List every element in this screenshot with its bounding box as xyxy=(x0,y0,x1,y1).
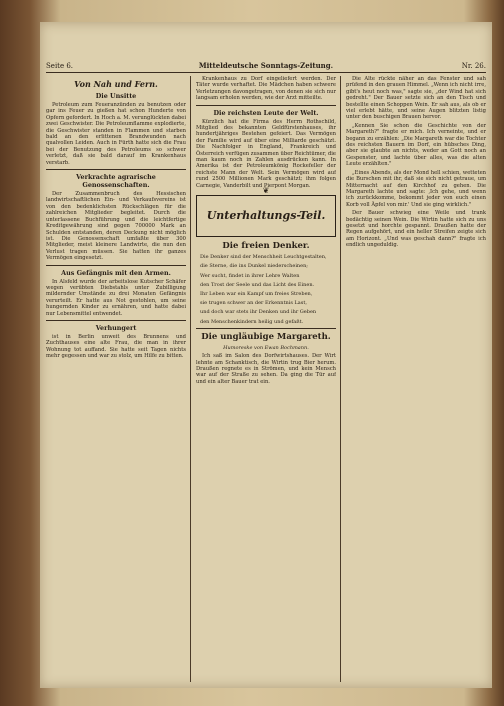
poem-line: den Trost der Seele und das Licht des Einen. xyxy=(200,281,315,288)
story-text: „Eines Abends, als der Mond hell schien, wetteten die Burschen mit ihr, daß sie sich nicht getraue, um Mitternacht auf den Kirchhof zu gehen. Die Margareth lachte und sagte: ‚Ich gehe, und wenn ich zurückkomme, bekommt jeder von euch einen Korb voll Äpfel von mir.' Und sie ging wirklich." xyxy=(346,169,486,208)
article-text: In Alsfeld wurde der arbeitslose Kutscher Schäfer wegen verübten Diebstahls unter Zubilligung mildernder Umstände zu drei Monaten Gefängnis verurteilt. Er hatte aus Not gestohlen, um seine hungernden Kinder zu ernähren, und hatte dabei nur Lebensmittel entwendet. xyxy=(46,278,186,317)
banner-title: Unterhaltungs-Teil. xyxy=(206,208,326,222)
newspaper-page xyxy=(40,22,492,688)
article-title: Die reichsten Leute der Welt. xyxy=(213,108,319,117)
article-text: ist in Berlin unweit des Brunnens und Zuchthauses eine alte Frau, die man in ihrer Wohnung tot auffand. Sie hatte seit Tagen nichts mehr gegessen und war zu stolz, um Hilfe zu bitten. xyxy=(46,333,186,360)
divider xyxy=(46,320,186,321)
column-divider xyxy=(340,76,341,682)
divider xyxy=(46,265,186,266)
story-text: „Kennen Sie schon die Geschichte von der Margareth?" fragte er mich. Ich verneinte, und er begann zu erzählen: „Die Margareth war die Tochter des reichsten Bauern im Dorf, ein hübsches Ding, aber sie glaubte an nichts, weder an Gott noch an Gespenster, und lachte über alles, was die alten Leute erzählten." xyxy=(346,122,486,168)
poem-line: und doch war stets ihr Denken und ihr Geben xyxy=(200,309,317,316)
article-text: Krankenhaus zu Dorf eingeliefert werden. Der Täter wurde verhaftet. Die Mädchen haben schwere Verletzungen davongetragen, von denen sie sich nur langsam erholen werden, wie der Arzt mitteilte. xyxy=(196,76,336,102)
column-left xyxy=(46,76,186,684)
story-text: Ich saß im Salon des Dorfwirtshauses. Der Wirt lehnte am Schanktisch, die Wirtin trug Bier herum. Draußen regnete es in Strömen, und kein Mensch war auf der Straße zu sehen. Da ging die Tür auf und ein alter Bauer trat ein. xyxy=(196,353,336,385)
poem-title: Die freien Denker. xyxy=(222,241,310,252)
poem-line: Wer sucht, findet in ihrer Lehre Walten xyxy=(200,272,300,279)
issue-number: Nr. 26. xyxy=(461,62,486,70)
poem xyxy=(196,254,336,325)
story-subtitle: Humoreske von Ewan Bochmann. xyxy=(223,344,309,351)
newspaper-title: Mitteldeutsche Sonntags-Zeitung. xyxy=(198,61,334,70)
poem-line: den Menschenkindern heilig und gefaßt. xyxy=(200,318,304,325)
story-text: Die Alte rückte näher an das Fenster und sah prüfend in den grauen Himmel. „Wenn ich nicht irre, gibt's heut noch was," sagte sie, „der Wind hat sich gedreht." Der Bauer setzte sich an den Tisch und bestellte einen Schoppen Wein. Er sah aus, als ob er viel erlebt hätte, und seine Augen blitzten listig unter den buschigen Brauen hervor. xyxy=(346,76,486,121)
poem-line: die Sterne, die ins Dunkel niederscheinen; xyxy=(200,263,308,270)
column-right xyxy=(346,76,486,684)
column-middle xyxy=(196,76,336,684)
story-title: Die ungläubige Margareth. xyxy=(201,331,331,342)
article-title: Verhungert xyxy=(95,323,137,332)
story-text: Der Bauer schwieg eine Weile und trank bedächtig seinen Wein. Die Wirtin hatte sich zu uns gesetzt und horchte gespannt. Draußen hatte der Regen aufgehört, und ein heller Streifen zeigte sich am Horizont. „Und was geschah dann?" fragte ich endlich ungeduldig. xyxy=(346,210,486,249)
article-text: Kürzlich hat die Firma des Herrn Rothschild, Mitglied des bekannten Geldfürstenhauses, ihr hundertjähriges Bestehen gefeiert. Das Vermögen der Familie wird auf über eine Milliarde geschätzt. Die Nachfolger in England, Frankreich und Österreich verfügen zusammen über Reichtümer, die man kaum noch in Zahlen ausdrücken kann. In Amerika ist der Petroleumkönig Rockefeller der reichste Mann der Welt. Sein Vermögen wird auf rund 2500 Millionen Mark geschätzt; ihm folgen Carnegie, Vanderbilt und Pierpont Morgan. xyxy=(196,118,336,189)
poem-line: Ihr Leben war ein Kampf um freies Streben, xyxy=(200,290,313,297)
poem-line: Die Denker sind der Menschheit Leuchtgestalten, xyxy=(200,254,327,261)
article-title: Verkrachte agrarische Genossenschaften. xyxy=(76,173,156,190)
article-title: Die Unsitte xyxy=(95,92,137,100)
column-divider xyxy=(190,76,191,682)
page-header xyxy=(46,60,486,73)
divider xyxy=(46,169,186,170)
article-text: Petroleum zum Feueranzünden zu benutzen oder gar ins Feuer zu gießen hat schon Hunderte von Opfern gefordert. In Hoch a. M. verunglückten dabei zwei Geschwister. Die Petroleumflamme explodierte, die Geschwister standen in Flammen und starben bald an den erlittenen Brandwunden nach qualvollen Leiden. Auch in Fürth hatte sich die Frau bei der Benutzung des Petroleums so schwer verletzt, daß sie bald darauf im Krankenhaus verstarb. xyxy=(46,102,186,166)
page-number: Seite 6. xyxy=(46,62,74,70)
poem-line: sie trugen schwer an der Erkenntnis Last, xyxy=(200,300,307,307)
divider xyxy=(196,328,336,329)
section-banner xyxy=(196,186,336,237)
divider xyxy=(196,105,336,106)
article-text: Der Zusammenbruch des Hessischen landwirtschaftlichen Ein- und Verkaufsvereins ist von den bedenklichsten Rückschlägen für die zahlreichen Mitglieder begleitet. Durch die unterlassene Buchführung und die leichtfertige Kreditgewährung sind gegen 700000 Mark an Schulden entstanden, deren Deckung nicht möglich ist. Die Genossenschaft umfaßte über 300 Mitglieder, meist kleinere Landwirte, die nun den Verlust tragen müssen. Sie hatten ihr ganzes Vermögen eingesetzt. xyxy=(46,191,186,262)
ornament-icon: ❦ xyxy=(262,186,270,196)
article-title: Aus Gefängnis mit den Armen. xyxy=(61,268,171,277)
section-heading: Von Nah und Fern. xyxy=(74,79,158,89)
